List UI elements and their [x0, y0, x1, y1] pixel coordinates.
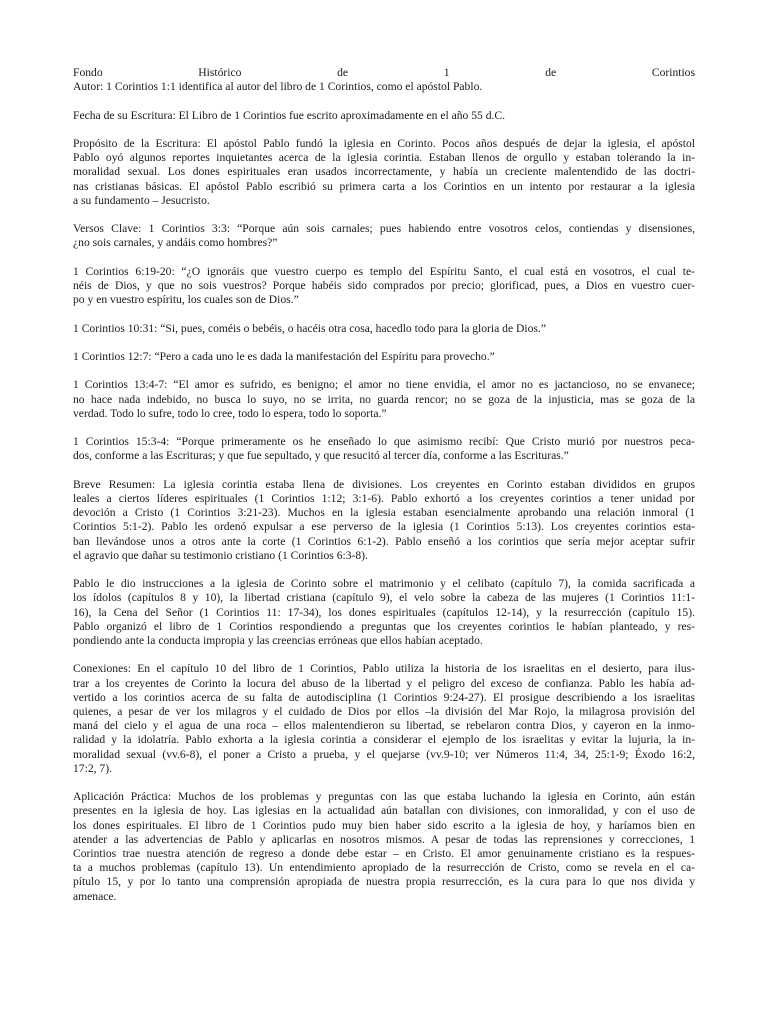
text-line: amenace.	[73, 889, 117, 903]
paragraph-verse-6-19	[73, 265, 695, 308]
text-line: 17:2, 7).	[73, 761, 112, 775]
text-line: Corintios trae nuestra atención de regreso a donde debe estar – en Cristo. El amor genuinamente cristiano es la respues-	[73, 846, 695, 860]
text-line: Conexiones: En el capítulo 10 del libro de 1 Corintios, Pablo utiliza la historia de los israelitas en el desierto, para ilus-	[73, 662, 695, 676]
text-line: vertido a los corintios acerca de su falta de autodisciplina (1 Corintios 9:24-27). El prosigue describiendo a los israelitas	[73, 690, 695, 704]
text-line: Fondo Histórico de 1 de Corintios	[73, 66, 695, 79]
text-line: Pablo le dio instrucciones a la iglesia de Corinto sobre el matrimonio y el celibato (capítulo 7), la comida sacrificada a	[73, 577, 695, 591]
text-line: pítulo 15, y por lo tanto una comprensión apropiada de nuestra propia resurrección, es la cura para lo que nos divida y	[73, 875, 695, 889]
paragraph-verse-15-3	[73, 435, 695, 463]
text-line: leales a ciertos líderes espirituales (1 Corintios 1:12; 3:1-6). Pablo exhortó a los creyentes corintios a tener unidad por	[73, 491, 695, 505]
paragraph-purpose	[73, 137, 695, 208]
text-line: nas cristianas básicas. El apóstol Pablo escribió su primera carta a los Corintios en un intento por restaurar a la iglesia	[73, 179, 695, 193]
text-line: 1 Corintios 6:19-20: “¿O ignoráis que vuestro cuerpo es templo del Espíritu Santo, el cual está en vosotros, el cual te-	[73, 264, 695, 278]
text-line: po y en vuestro espíritu, los cuales son de Dios.”	[73, 293, 299, 307]
text-line: Fecha de su Escritura: El Libro de 1 Corintios fue escrito aproximadamente en el año 55 d.C.	[73, 108, 506, 122]
paragraph-connections	[73, 662, 695, 776]
paragraph-summary	[73, 478, 695, 563]
text-line: 1 Corintios 10:31: “Si, pues, coméis o bebéis, o hacéis otra cosa, hacedlo todo para la gloria de Dios.”	[73, 321, 546, 335]
text-line: moralidad sexual (vv.6-8), el poner a Cristo a prueba, y el quejarse (vv.9-10; ver Números 11:4, 34, 25:1-9; Éxodo 16:2,	[73, 747, 695, 761]
paragraph-verse-13-4	[73, 378, 695, 421]
text-line: ta a muchos problemas (capítulo 13). Un entendimiento apropiado de la resurrección de Cristo, como se revela en el ca-	[73, 861, 695, 875]
text-line: atender a las advertencias de Pablo y aplicarlas en nosotros mismos. A pesar de todas las reprensiones y correcciones, 1	[73, 832, 695, 846]
text-line: Pablo organizó el libro de 1 Corintios respondiendo a preguntas que los creyentes corintios le habían planteado, y res-	[73, 619, 695, 633]
text-line: Autor: 1 Corintios 1:1 identifica al autor del libro de 1 Corintios, como el apóstol Pablo.	[73, 80, 483, 94]
text-line: ralidad y la idolatría. Pablo exhorta a la iglesia corintia a considerar el ejemplo de los israelitas y evitar la lujuria, la in-	[73, 733, 695, 747]
text-line: presentes en la iglesia de hoy. Las iglesias en la actualidad aún batallan con divisiones, con inmoralidad, y con el uso de	[73, 804, 695, 818]
text-line: 1 Corintios 12:7: “Pero a cada uno le es dada la manifestación del Espíritu para provecho.”	[73, 349, 495, 363]
paragraph-application	[73, 790, 695, 904]
text-line: quienes, a pesar de ver los milagros y el cuidado de Dios por ellos –la división del Mar Rojo, la milagrosa provisión del	[73, 704, 695, 718]
text-line: 1 Corintios 15:3-4: “Porque primeramente os he enseñado lo que asimismo recibí: Que Cristo murió por nuestros peca-	[73, 435, 695, 449]
text-line: devoción a Cristo (1 Corintios 3:21-23). Muchos en la iglesia estaban esencialmente aprobando una relación inmoral (1	[73, 506, 695, 520]
text-line: a su fundamento – Jesucristo.	[73, 193, 210, 207]
text-line: dos, conforme a las Escrituras; y que fue sepultado, y que resucitó al tercer día, conforme a las Escrituras.”	[73, 449, 569, 463]
paragraph-title-author	[73, 66, 695, 94]
text-line: Versos Clave: 1 Corintios 3:3: “Porque aún sois carnales; pues habiendo entre vosotros celos, contiendas y disensiones,	[73, 222, 695, 236]
text-line: ¿no sois carnales, y andáis como hombres?”	[73, 236, 278, 250]
text-line: el agravio que dañar su testimonio cristiano (1 Corintios 6:3-8).	[73, 548, 368, 562]
text-line: no hace nada indebido, no busca lo suyo, no se irrita, no guarda rencor; no se goza de la injusticia, mas se goza de la	[73, 392, 695, 406]
text-line: verdad. Todo lo sufre, todo lo cree, todo lo espera, todo lo soporta.”	[73, 406, 387, 420]
text-line: néis de Dios, y que no sois vuestros? Porque habéis sido comprados por precio; glorificad, pues, a Dios en vuestro cuer-	[73, 278, 695, 292]
text-line: los ídolos (capítulos 8 y 10), la libertad cristiana (capítulo 9), el velo sobre la cabeza de las mujeres (1 Corintios 11:1-	[73, 591, 695, 605]
text-line: Corintios 5:1-2). Pablo les ordenó expulsar a ese perverso de la iglesia (1 Corintios 5:13). Los creyentes corintios esta-	[73, 520, 695, 534]
text-line: moralidad sexual. Los dones espirituales eran usados incorrectamente, y había un creciente malentendido de las doctri-	[73, 165, 695, 179]
text-line: Breve Resumen: La iglesia corintia estaba llena de divisiones. Los creyentes en Corinto estaban divididos en grupos	[73, 477, 695, 491]
document-page	[73, 66, 695, 918]
text-line: trar a los creyentes de Corinto la locura del abuso de la libertad y el peligro del exceso de confianza. Pablo les había ad-	[73, 676, 695, 690]
text-line: Propósito de la Escritura: El apóstol Pablo fundó la iglesia en Corinto. Pocos años después de dejar la iglesia, el apóstol	[73, 136, 695, 150]
paragraph-verse-12-7	[73, 350, 695, 364]
text-line: pondiendo ante la conducta impropia y las creencias erróneas que ellos habían aceptado.	[73, 633, 483, 647]
text-line: ban llevándose unos a otros ante la corte (1 Corintios 6:1-2). Pablo enseñó a los corintios que sería mejor aceptar sufrir	[73, 534, 695, 548]
text-line: 16), la Cena del Señor (1 Corintios 11: 17-34), los dones espirituales (capítulos 12-14), y la resurrección (capítulo 15).	[73, 605, 695, 619]
text-line: Aplicación Práctica: Muchos de los problemas y preguntas con las que estaba luchando la iglesia en Corinto, aún están	[73, 790, 695, 804]
text-line: 1 Corintios 13:4-7: “El amor es sufrido, es benigno; el amor no tiene envidia, el amor no es jactancioso, no se envanece;	[73, 378, 695, 392]
text-line: maná del cielo y el agua de una roca – ellos malentendieron su libertad, se rebelaron contra Dios, y cayeron en la inmo-	[73, 719, 695, 733]
paragraph-instructions	[73, 577, 695, 648]
text-line: los dones espirituales. El libro de 1 Corintios pudo muy bien haber sido escrito a la iglesia de hoy, y haríamos bien en	[73, 818, 695, 832]
paragraph-date	[73, 109, 695, 123]
paragraph-verse-10-31	[73, 322, 695, 336]
paragraph-key-verses	[73, 222, 695, 250]
text-line: Pablo oyó algunos reportes inquietantes acerca de la iglesia corintia. Estaban llenos de orgullo y estaban tolerando la in-	[73, 151, 695, 165]
